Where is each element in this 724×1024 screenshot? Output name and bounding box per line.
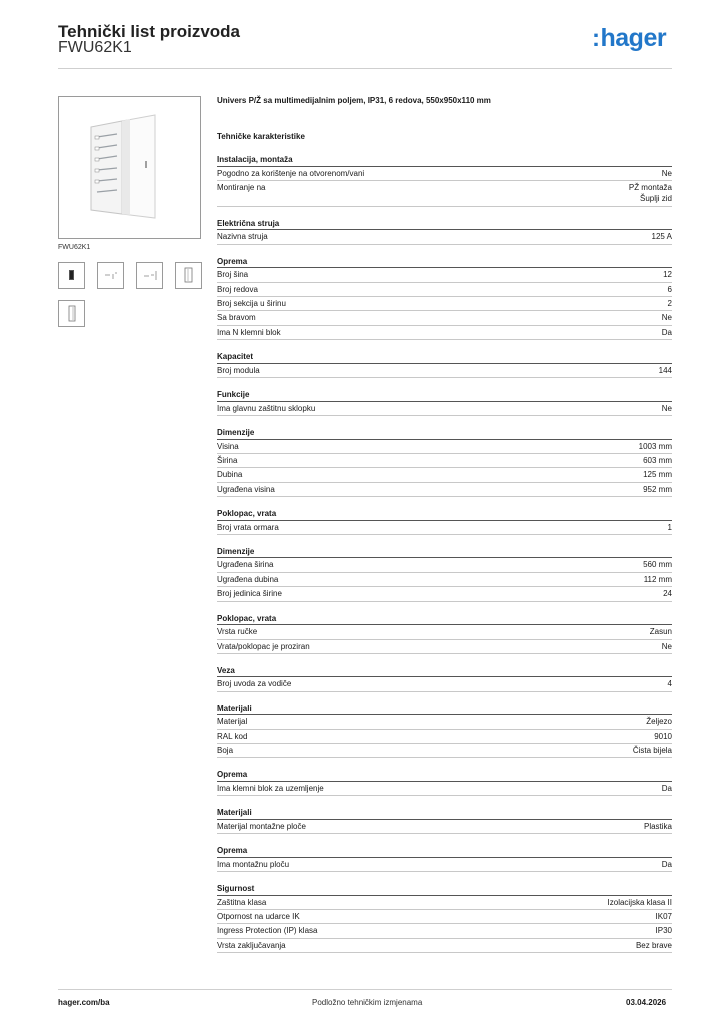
spec-value <box>668 284 672 295</box>
spec-value <box>654 731 672 742</box>
spec-value <box>639 441 672 452</box>
spec-value <box>644 821 672 832</box>
spec-value <box>668 678 672 689</box>
spec-label: Materijal montažne ploče <box>217 821 306 831</box>
spec-label: Materijal <box>217 717 248 727</box>
spec-value-line: Izolacijska klasa II <box>607 897 672 907</box>
spec-row <box>217 167 672 181</box>
spec-group-title: Sigurnost <box>217 883 672 896</box>
spec-row <box>217 454 672 468</box>
spec-row <box>217 297 672 311</box>
spec-value <box>662 641 672 652</box>
spec-label: Broj šina <box>217 270 249 280</box>
spec-group-title: Veza <box>217 665 672 678</box>
spec-value-line: IK07 <box>655 912 672 922</box>
side-drawing-thumb-icon <box>137 263 162 288</box>
spec-group <box>217 389 672 416</box>
spec-row <box>217 268 672 282</box>
spec-value <box>668 522 672 533</box>
spec-label: Visina <box>217 441 239 451</box>
spec-group <box>217 769 672 796</box>
spec-value <box>629 182 672 204</box>
spec-group <box>217 807 672 834</box>
product-description: Univers P/Ž sa multimedijalnim poljem, IP31, 6 redova, 550x950x110 mm <box>217 96 491 105</box>
spec-row <box>217 587 672 601</box>
spec-group <box>217 218 672 245</box>
spec-label: Montiranje na <box>217 182 266 192</box>
footer-date: 03.04.2026 <box>626 998 667 1007</box>
spec-value-line: IP30 <box>655 926 672 936</box>
spec-group <box>217 351 672 378</box>
spec-group-title: Oprema <box>217 256 672 269</box>
enclosure-front-thumb-icon <box>59 263 84 288</box>
spec-value <box>643 455 672 466</box>
spec-row <box>217 820 672 834</box>
spec-value <box>652 231 672 242</box>
page-title: Tehnički list proizvoda <box>58 22 240 41</box>
spec-value <box>643 484 672 495</box>
spec-label: Dubina <box>217 470 243 480</box>
spec-row <box>217 230 672 244</box>
spec-label: Boja <box>217 746 234 756</box>
spec-label: Broj modula <box>217 365 260 375</box>
spec-value-line: Ne <box>661 168 672 178</box>
spec-row <box>217 468 672 482</box>
spec-label: Broj uvoda za vodiče <box>217 679 292 689</box>
spec-label: Broj vrata ormara <box>217 522 279 532</box>
spec-value <box>662 312 672 323</box>
spec-value-line: 560 mm <box>643 560 672 570</box>
spec-label: Ima montažnu ploču <box>217 859 290 869</box>
spec-value-line: Plastika <box>643 821 672 831</box>
spec-group-title: Oprema <box>217 769 672 782</box>
spec-value <box>662 168 672 179</box>
spec-section <box>217 96 672 964</box>
footer-website[interactable]: hager.com/ba <box>58 998 110 1007</box>
spec-row <box>217 521 672 535</box>
spec-value-line: Ne <box>661 313 672 323</box>
spec-group <box>217 256 672 340</box>
spec-value-line: Željezo <box>646 717 672 727</box>
spec-label: Ima klemni blok za uzemljenje <box>217 783 324 793</box>
spec-row <box>217 939 672 953</box>
spec-value <box>662 783 672 794</box>
spec-group <box>217 883 672 953</box>
spec-value-line: 125 A <box>651 232 672 242</box>
spec-value-line: 144 <box>658 365 672 375</box>
spec-value <box>644 574 672 585</box>
spec-label: Pogodno za korištenje na otvorenom/vani <box>217 168 365 178</box>
spec-label: Otpornost na udarce IK <box>217 912 300 922</box>
spec-group-title: Funkcije <box>217 389 672 402</box>
spec-row <box>217 283 672 297</box>
open-door-thumb-icon <box>176 263 201 288</box>
spec-group <box>217 703 672 759</box>
spec-value-line: 24 <box>663 589 672 599</box>
thumbnail-3[interactable] <box>136 262 163 289</box>
spec-value <box>659 365 672 376</box>
spec-value <box>663 269 672 280</box>
spec-label: Broj sekcija u širinu <box>217 299 286 309</box>
thumbnail-1[interactable] <box>58 262 85 289</box>
spec-row <box>217 896 672 910</box>
spec-row <box>217 640 672 654</box>
spec-value-line: 9010 <box>654 731 672 741</box>
spec-group <box>217 427 672 497</box>
spec-group-title: Materijali <box>217 703 672 716</box>
spec-label: Širina <box>217 455 238 465</box>
spec-value <box>633 745 672 756</box>
header-divider <box>58 68 672 69</box>
spec-value <box>636 940 672 951</box>
spec-row <box>217 715 672 729</box>
spec-label: RAL kod <box>217 731 248 741</box>
spec-value <box>662 859 672 870</box>
spec-group-title: Materijali <box>217 807 672 820</box>
spec-value <box>656 911 672 922</box>
spec-value <box>608 897 672 908</box>
thumbnail-4[interactable] <box>175 262 202 289</box>
closed-door-thumb-icon <box>59 301 84 326</box>
spec-label: Broj jedinica širine <box>217 589 282 599</box>
spec-group-title: Električna struja <box>217 218 672 231</box>
spec-label: Ugrađena dubina <box>217 574 279 584</box>
spec-row <box>217 311 672 325</box>
spec-value <box>646 716 672 727</box>
spec-label: Sa bravom <box>217 313 256 323</box>
spec-label: Ima glavnu zaštitnu sklopku <box>217 403 316 413</box>
spec-group <box>217 613 672 654</box>
spec-group <box>217 508 672 535</box>
dimension-drawing-thumb-icon <box>98 263 123 288</box>
spec-value-line: Da <box>661 859 672 869</box>
spec-label: Ingress Protection (IP) klasa <box>217 926 318 936</box>
spec-value <box>656 925 672 936</box>
spec-row <box>217 326 672 340</box>
spec-value-line: Čista bijela <box>632 746 672 756</box>
spec-value-line: 1 <box>667 522 672 532</box>
spec-row <box>217 744 672 758</box>
spec-value-line: Bez brave <box>635 940 672 950</box>
spec-row <box>217 181 672 207</box>
product-image[interactable] <box>58 96 201 239</box>
spec-group <box>217 154 672 207</box>
hager-logo: :hager <box>592 24 667 52</box>
spec-label: Vrsta zaključavanja <box>217 940 286 950</box>
spec-group-title: Oprema <box>217 845 672 858</box>
spec-label: Vrata/poklopac je proziran <box>217 641 310 651</box>
spec-value-line: 603 mm <box>643 455 672 465</box>
spec-group-title: Instalacija, montaža <box>217 154 672 167</box>
footer-disclaimer: Podložno tehničkim izmjenama <box>312 998 423 1007</box>
spec-value-line: Šuplji zid <box>639 193 672 203</box>
spec-value <box>662 327 672 338</box>
spec-group <box>217 546 672 602</box>
spec-row <box>217 858 672 872</box>
spec-value <box>650 626 672 637</box>
spec-row <box>217 730 672 744</box>
spec-value-line: 12 <box>663 270 672 280</box>
spec-value-line: 125 mm <box>643 470 672 480</box>
product-image-caption: FWU62K1 <box>58 244 91 251</box>
spec-row <box>217 782 672 796</box>
spec-value <box>668 298 672 309</box>
spec-groups <box>217 154 672 953</box>
spec-label: Broj redova <box>217 284 258 294</box>
spec-group-title: Dimenzije <box>217 546 672 559</box>
spec-row <box>217 440 672 454</box>
spec-value-line: 6 <box>667 284 672 294</box>
product-code: FWU62K1 <box>58 39 132 56</box>
spec-row <box>217 910 672 924</box>
spec-value-line: 1003 mm <box>638 441 672 451</box>
spec-value-line: 4 <box>667 679 672 689</box>
spec-label: Ugrađena širina <box>217 560 274 570</box>
spec-row <box>217 558 672 572</box>
spec-value <box>662 403 672 414</box>
spec-label: Ugrađena visina <box>217 484 275 494</box>
thumbnail-2[interactable] <box>97 262 124 289</box>
spec-value <box>643 469 672 480</box>
spec-section-title: Tehničke karakteristike <box>217 132 305 141</box>
spec-group-title: Kapacitet <box>217 351 672 364</box>
spec-value-line: Zasun <box>649 627 672 637</box>
spec-label: Zaštitna klasa <box>217 897 267 907</box>
enclosure-illustration <box>59 97 200 238</box>
spec-value-line: 112 mm <box>643 574 672 584</box>
spec-value-line: Ne <box>661 403 672 413</box>
spec-group-title: Poklopac, vrata <box>217 508 672 521</box>
footer-divider <box>58 989 672 990</box>
spec-group-title: Poklopac, vrata <box>217 613 672 626</box>
spec-row <box>217 625 672 639</box>
spec-value-line: PŽ montaža <box>628 182 672 192</box>
spec-row <box>217 677 672 691</box>
spec-value <box>663 588 672 599</box>
spec-value-line: 2 <box>667 299 672 309</box>
spec-label: Ima N klemni blok <box>217 327 281 337</box>
spec-value-line: Ne <box>661 641 672 651</box>
spec-label: Nazivna struja <box>217 232 268 242</box>
spec-label: Vrsta ručke <box>217 627 258 637</box>
thumbnail-5[interactable] <box>58 300 85 327</box>
spec-group <box>217 845 672 872</box>
spec-group-title: Dimenzije <box>217 427 672 440</box>
spec-row <box>217 402 672 416</box>
spec-value-line: 952 mm <box>643 484 672 494</box>
spec-group <box>217 665 672 692</box>
spec-row <box>217 483 672 497</box>
spec-row <box>217 573 672 587</box>
spec-row <box>217 924 672 938</box>
spec-row <box>217 364 672 378</box>
spec-value-line: Da <box>661 327 672 337</box>
spec-value-line: Da <box>661 783 672 793</box>
spec-value <box>643 559 672 570</box>
